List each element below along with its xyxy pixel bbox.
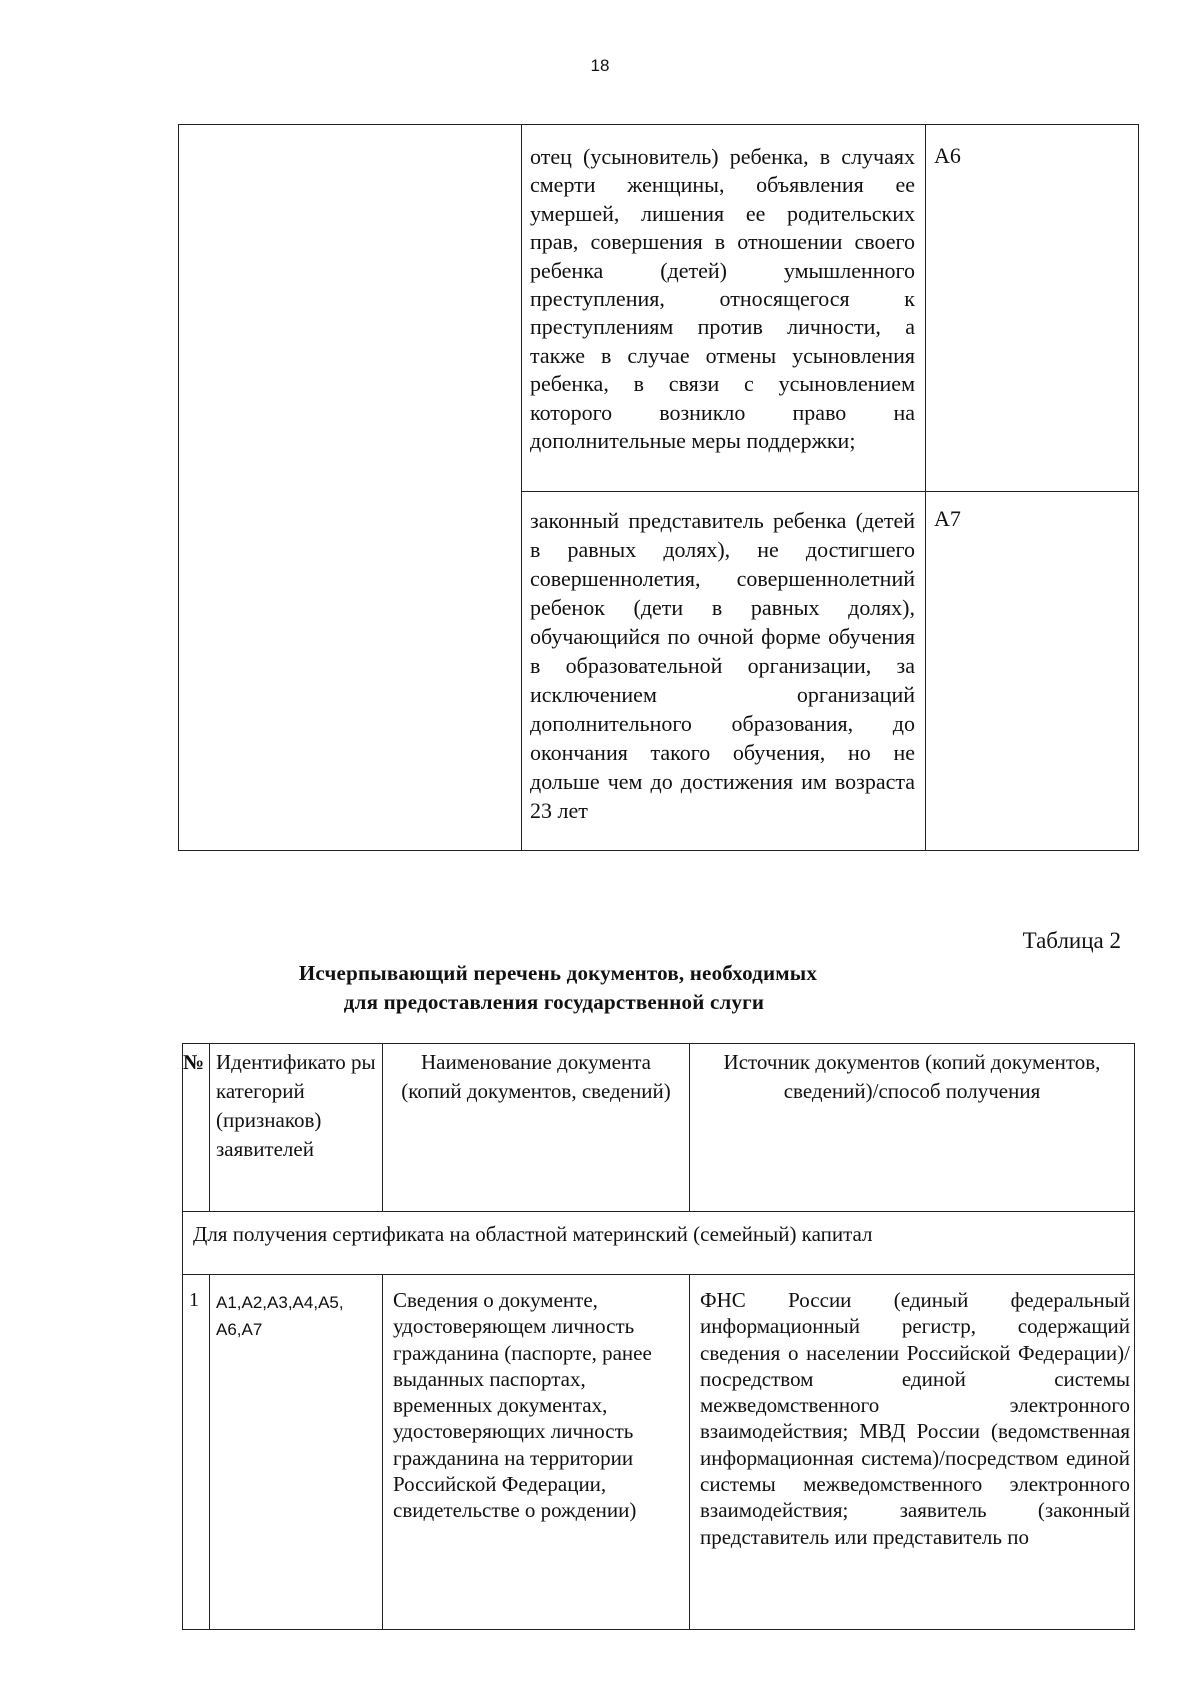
column-header-identifiers: Идентификато ры категорий (признаков) заявителей — [210, 1044, 383, 1212]
row-source: ФНС России (единый федеральный информационный регистр, содержащий сведения о населении Российской Федерации)/посредством единой системы межведомственного электронного взаимодействия; МВД России (ведомственная информационная система)/посредством единой системы межведомственного электронного взаимодействия; заявитель (законный представитель или представитель по — [690, 1275, 1135, 1630]
row-document-name: Сведения о документе, удостоверяющем личность гражданина (паспорте, ранее выданных паспортах, временных документах, удостоверяющих личность гражданина на территории Российской Федерации, свидетельстве о рождении) — [383, 1275, 690, 1630]
applicant-code: А7 — [926, 492, 1139, 851]
table-label: Таблица 2 — [1022, 928, 1121, 953]
empty-category-cell — [179, 125, 522, 851]
documents-table — [182, 1043, 1135, 1630]
table-row — [179, 125, 1139, 492]
table-row — [183, 1275, 1135, 1630]
column-header-document-name: Наименование документа (копий документов, сведений) — [383, 1044, 690, 1212]
row-identifiers: А1,А2,А3,А4,А5, А6,А7 — [210, 1275, 383, 1630]
applicant-description: отец (усыновитель) ребенка, в случаях смерти женщины, объявления ее умершей, лишения ее родительских прав, совершения в отношении своего ребенка (детей) умышленного преступления, относящегося к преступлениям против личности, а также в случае отмены усыновления ребенка, в связи с усыновлением которого возникло право на дополнительные меры поддержки; — [522, 125, 926, 492]
table-title-line-2: для предоставления государственной слуги — [343, 990, 765, 1014]
section-row — [183, 1212, 1135, 1275]
applicant-code: А6 — [926, 125, 1139, 492]
row-number: 1 — [183, 1275, 210, 1630]
table-title-line-1: Исчерпывающий перечень документов, необходимых — [298, 961, 818, 985]
table-header-row — [183, 1044, 1135, 1212]
applicant-description: законный представитель ребенка (детей в равных долях), не достигшего совершеннолетия, совершеннолетний ребенок (дети в равных долях), обучающийся по очной форме обучения в образовательной организации, за исключением организаций дополнительного образования, до окончания такого обучения, но не дольше чем до достижения им возраста 23 лет — [522, 492, 926, 851]
column-header-source: Источник документов (копий документов, сведений)/способ получения — [690, 1044, 1135, 1212]
column-header-number: № — [183, 1044, 210, 1212]
eligibility-table-continuation — [178, 124, 1139, 851]
page-number: 18 — [590, 56, 610, 75]
section-title: Для получения сертификата на областной материнский (семейный) капитал — [183, 1212, 1135, 1275]
